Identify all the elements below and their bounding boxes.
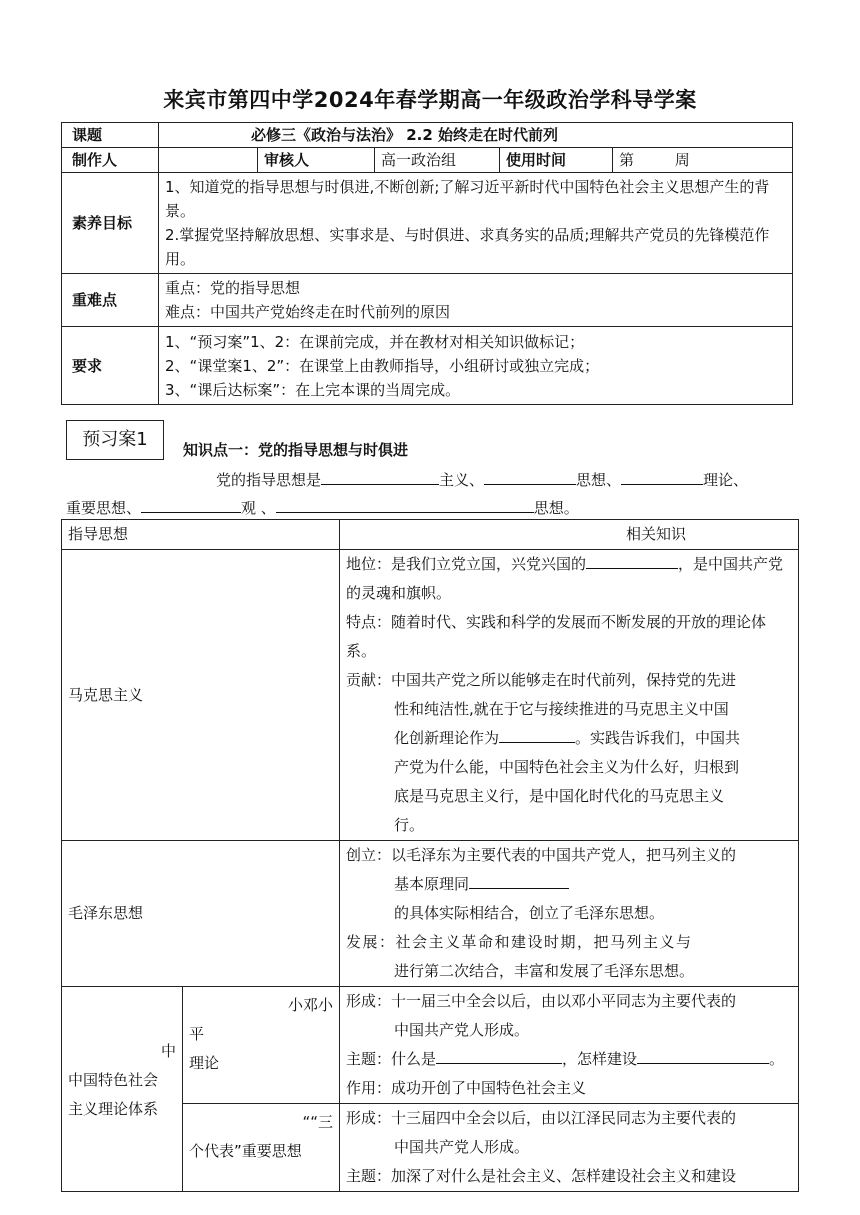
col-header-thought: 指导思想	[62, 520, 340, 550]
deng-theme: 。	[769, 1050, 785, 1068]
intro-text: 理论、	[703, 471, 749, 489]
deng-name: 小邓小	[287, 996, 333, 1014]
intro-text: 思想、	[576, 471, 622, 489]
deng-theme: 主题：什么是	[346, 1050, 437, 1068]
blank[interactable]	[469, 870, 569, 889]
three-formation: 形成：十三届四中全会以后，由以江泽民同志为主要代表的	[346, 1109, 737, 1127]
three-represents-knowledge	[340, 1104, 799, 1192]
info-table	[61, 122, 793, 405]
three-formation: 中国共产党人形成。	[394, 1138, 530, 1156]
three-represents-name: 个代表”重要思想	[189, 1142, 302, 1160]
marx-contribution: 性和纯洁性,就在于它与接续推进的马克思主义中国	[394, 700, 729, 718]
marx-contribution: 行。	[394, 816, 425, 834]
deng-name: 理论	[189, 1054, 220, 1072]
blank[interactable]	[276, 494, 534, 513]
maker-value	[159, 148, 258, 173]
deng-knowledge	[340, 987, 799, 1104]
topic-value: 必修三《政治与法治》 2.2 始终走在时代前列	[159, 123, 793, 148]
marx-knowledge	[340, 550, 799, 841]
blank[interactable]	[436, 1045, 562, 1064]
socialism-theory-cell	[62, 987, 183, 1192]
goal-item-1: 1、知道党的指导思想与时俱进,不断创新;了解习近平新时代中国特色社会主义思想产生的背景。	[165, 178, 770, 220]
marx-name: 马克思主义	[62, 550, 340, 841]
marx-contribution: 底是马克思主义行，是中国化时代化的马克思主义	[394, 787, 725, 805]
deng-theory-cell	[183, 987, 340, 1104]
intro-text: 主义、	[439, 471, 485, 489]
intro-text: 重要思想、	[66, 499, 142, 517]
marx-contribution: 贡献：中国共产党之所以能够走在时代前列，保持党的先进	[346, 671, 737, 689]
goal-item-2: 2.掌握党坚持解放思想、实事求是、与时俱进、求真务实的品质;理解共产党员的先锋模范作用。	[165, 226, 770, 268]
req-cell	[159, 327, 793, 405]
deng-role: 作用：成功开创了中国特色社会主义	[346, 1079, 587, 1097]
deng-formation: 形成：十一届三中全会以后，由以邓小平同志为主要代表的	[346, 992, 737, 1010]
reviewer-value: 高一政治组	[375, 148, 500, 173]
topic-label: 课题	[62, 123, 159, 148]
cs-name: 中国特色社会	[68, 1071, 159, 1089]
maker-label: 制作人	[62, 148, 159, 173]
intro-text: 观 、	[241, 499, 276, 517]
marx-status: ，是中国共产党的灵魂和旗帜。	[346, 555, 784, 602]
deng-theme: ，怎样建设	[562, 1050, 638, 1068]
req-item-1: 1、“预习案”1、2：在课前完成，并在教材对相关知识做标记；	[165, 332, 585, 351]
cs-name: 主义理论体系	[68, 1100, 159, 1118]
intro-text: 党的指导思想是	[216, 471, 322, 489]
difficult-point: 难点：中国共产党始终走在时代前列的原因	[165, 303, 451, 321]
blank[interactable]	[621, 466, 703, 485]
three-represents-cell	[183, 1104, 340, 1192]
marx-contribution: 化创新理论作为	[394, 729, 500, 747]
cs-prefix: 中	[160, 1042, 176, 1060]
mao-creation: 基本原理同	[394, 875, 470, 893]
mao-creation: 的具体实际相结合，创立了毛泽东思想。	[394, 904, 665, 922]
marx-contribution: 。实践告诉我们，中国共	[575, 729, 741, 747]
req-item-2: 2、“课堂案1、2”：在课堂上由教师指导，小组研讨或独立完成；	[165, 356, 600, 375]
key-label: 重难点	[62, 274, 159, 327]
marx-contribution: 产党为什么能，中国特色社会主义为什么好，归根到	[394, 758, 740, 776]
goal-cell	[159, 173, 793, 274]
time-value: 第 周	[613, 148, 793, 173]
preview-box: 预习案1	[66, 420, 164, 460]
mao-name: 毛泽东思想	[62, 841, 340, 987]
blank[interactable]	[141, 494, 241, 513]
deng-name: 平	[189, 1025, 205, 1043]
marx-status: 地位：是我们立党立国，兴党兴国的	[346, 555, 587, 573]
blank[interactable]	[484, 466, 576, 485]
blank[interactable]	[499, 724, 575, 743]
blank[interactable]	[586, 550, 678, 569]
req-label: 要求	[62, 327, 159, 405]
blank[interactable]	[637, 1045, 769, 1064]
time-label: 使用时间	[500, 148, 613, 173]
page-title: 来宾市第四中学2024年春学期高一年级政治学科导学案	[163, 88, 697, 112]
guiding-thought-table	[61, 519, 799, 1192]
mao-development: 发展：社会主义革命和建设时期，把马列主义与	[346, 933, 693, 951]
deng-formation: 中国共产党人形成。	[394, 1021, 530, 1039]
knowledge-point-title: 知识点一：党的指导思想与时俱进	[183, 441, 409, 459]
req-item-3: 3、“课后达标案”：在上完本课的当周完成。	[165, 380, 461, 399]
blank[interactable]	[321, 466, 439, 485]
intro-paragraph	[66, 466, 794, 522]
mao-knowledge	[340, 841, 799, 987]
mao-development: 进行第二次结合，丰富和发展了毛泽东思想。	[394, 962, 695, 980]
marx-feature: 特点：随着时代、实践和科学的发展而不断发展的开放的理论体系。	[346, 613, 767, 660]
intro-text: 思想。	[533, 499, 579, 517]
col-header-knowledge: 相关知识	[340, 520, 799, 550]
three-theme: 主题：加深了对什么是社会主义、怎样建设社会主义和建设	[346, 1167, 737, 1185]
mao-creation: 创立：以毛泽东为主要代表的中国共产党人，把马列主义的	[346, 846, 737, 864]
reviewer-label: 审核人	[258, 148, 375, 173]
three-represents-name: ““三	[302, 1113, 333, 1131]
key-point: 重点：党的指导思想	[165, 279, 301, 297]
goal-label: 素养目标	[62, 173, 159, 274]
key-cell	[159, 274, 793, 327]
